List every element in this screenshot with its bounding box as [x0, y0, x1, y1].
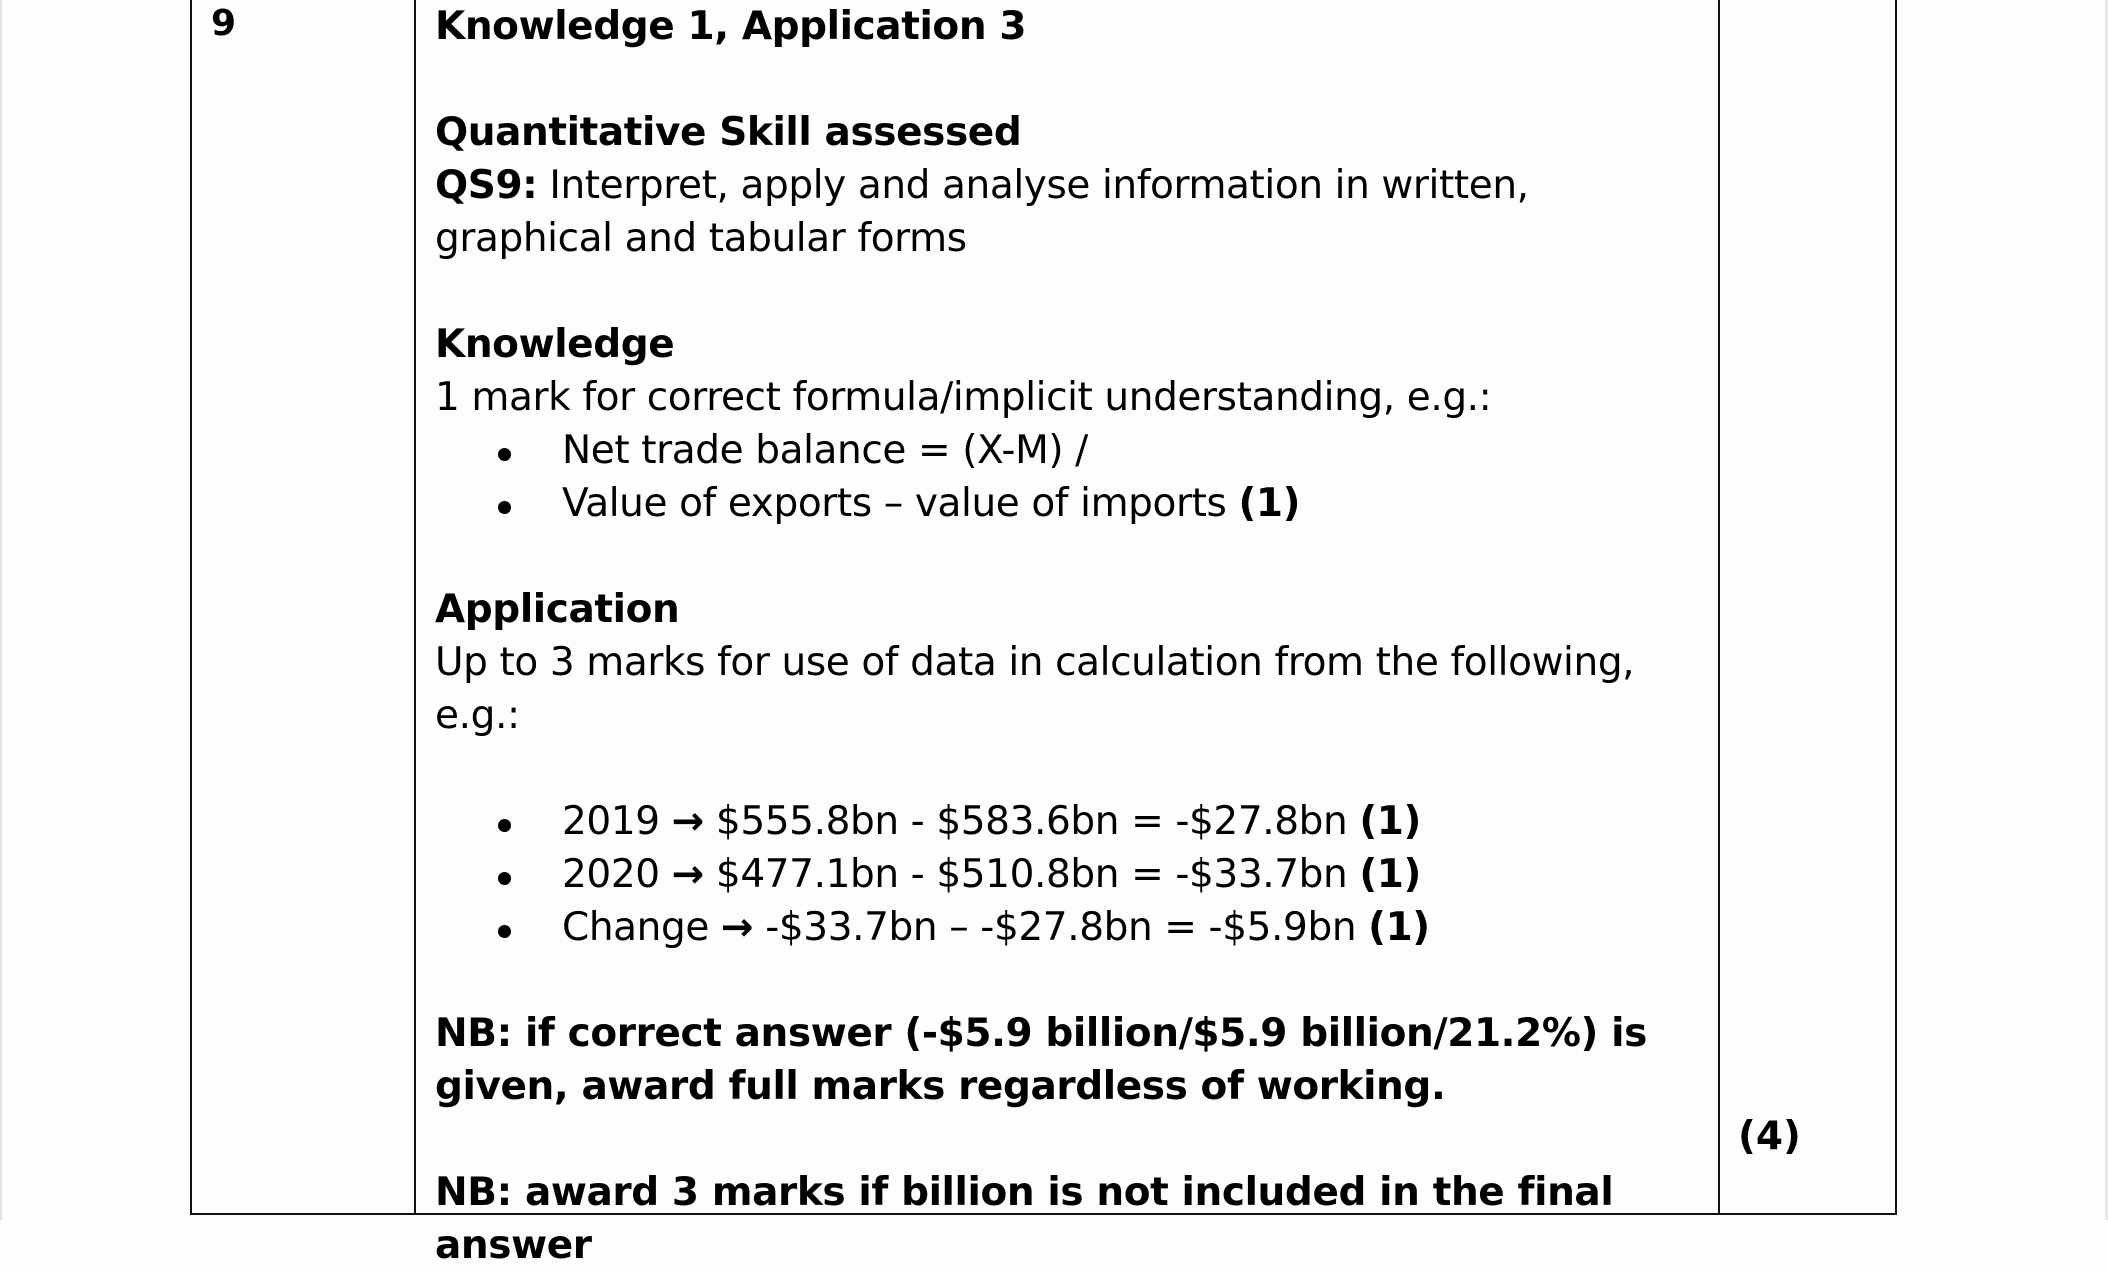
calc-text: -$33.7bn – -$27.8bn = -$5.9bn: [753, 905, 1369, 950]
list-item-text: Value of exports – value of imports: [562, 481, 1239, 526]
calc-label: 2020: [562, 852, 672, 897]
bullet-icon: [498, 448, 511, 461]
calc-label: 2019: [562, 799, 672, 844]
qs-heading: Quantitative Skill assessed: [435, 110, 1022, 155]
bullet-icon: [498, 925, 511, 938]
arrow-right-icon: →: [671, 852, 704, 897]
table-border-right: [1895, 0, 1897, 1215]
list-item-mark: (1): [1238, 481, 1301, 526]
arrow-right-icon: →: [720, 905, 754, 950]
list-item: [435, 477, 1715, 530]
list-item: [435, 848, 1715, 901]
bullet-icon: [498, 819, 511, 832]
list-item-mark: (1): [1368, 905, 1430, 950]
assessment-heading: Knowledge 1, Application 3: [435, 4, 1027, 49]
application-heading: Application: [435, 587, 680, 632]
list-item-mark: (1): [1359, 799, 1421, 844]
calc-text: $477.1bn - $510.8bn = -$33.7bn: [703, 852, 1360, 897]
qs-description: [435, 159, 1715, 265]
mark-scheme-guidance: [435, 0, 1715, 1272]
calc-text: $555.8bn - $583.6bn = -$27.8bn: [703, 799, 1360, 844]
bullet-icon: [498, 872, 511, 885]
application-intro: Up to 3 marks for use of data in calculation from the following, e.g.:: [435, 640, 1635, 738]
table-divider-1: [414, 0, 416, 1215]
knowledge-intro: 1 mark for correct formula/implicit understanding, e.g.:: [435, 375, 1492, 420]
knowledge-heading: Knowledge: [435, 322, 675, 367]
page-edge-left: [0, 0, 2, 1220]
question-number: 9: [211, 3, 237, 44]
nb-full-marks: NB: if correct answer (-$5.9 billion/$5.9 billion/21.2%) is given, award full marks regardless of working.: [435, 1011, 1647, 1109]
list-item: [435, 424, 1715, 477]
list-item-mark: (1): [1359, 852, 1421, 897]
knowledge-list: [435, 424, 1715, 530]
marks-total: (4): [1738, 1114, 1801, 1159]
arrow-right-icon: →: [671, 799, 704, 844]
calc-label: Change: [562, 905, 721, 950]
qs-text: Interpret, apply and analyse information in written, graphical and tabular forms: [435, 163, 1529, 261]
table-border-left: [190, 0, 192, 1215]
nb-billion: NB: award 3 marks if billion is not included in the final answer: [435, 1170, 1614, 1268]
list-item: [435, 901, 1715, 954]
bullet-icon: [498, 501, 511, 514]
table-divider-2: [1718, 0, 1720, 1215]
list-item-text: Net trade balance = (X-M) /: [562, 428, 1088, 473]
qs-code: QS9:: [435, 163, 538, 208]
list-item: [435, 795, 1715, 848]
application-list: [435, 795, 1715, 954]
